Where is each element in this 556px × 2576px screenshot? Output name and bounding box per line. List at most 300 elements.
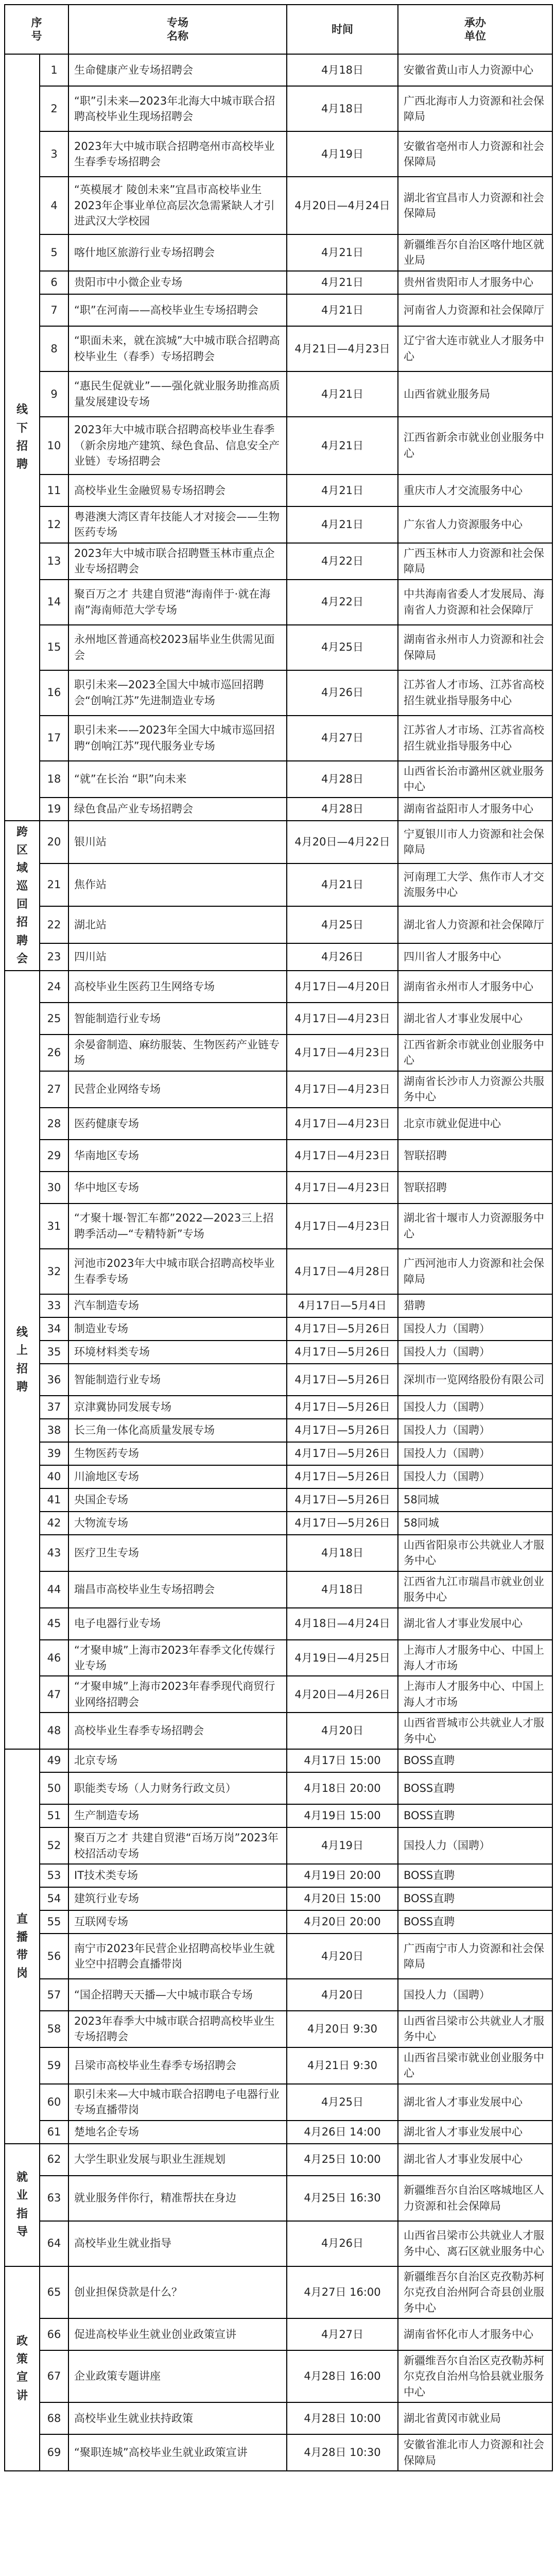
row-number-cell: 56 (40, 1934, 68, 1979)
table-row (5, 326, 552, 371)
time-cell: 4月21日 (287, 506, 398, 543)
fair-name-cell: 华中地区专场 (68, 1172, 287, 1204)
table-row (5, 86, 552, 131)
table-row (5, 1640, 552, 1676)
table-row (5, 1442, 552, 1465)
organizer-cell: 江苏省人才市场、江苏省高校招生就业指导服务中心 (398, 716, 552, 761)
table-row (5, 417, 552, 474)
organizer-cell: 湖北省黄冈市就业局 (398, 2402, 552, 2434)
fair-name-cell: 南宁市2023年民营企业招聘高校毕业生就业空中招聘会直播带岗 (68, 1934, 287, 1979)
organizer-cell: 湖南省永州市人才服务中心 (398, 971, 552, 1003)
row-number-cell: 52 (40, 1827, 68, 1864)
time-cell: 4月18日—4月24日 (287, 1608, 398, 1640)
time-cell: 4月18日 (287, 1571, 398, 1608)
row-number-cell: 29 (40, 1140, 68, 1172)
organizer-cell: 山西省吕梁市公共就业人才服务中心、离石区就业服务中心 (398, 2221, 552, 2266)
fair-name-cell: 2023年大中城市联合招聘亳州市高校毕业生春季专场招聘会 (68, 131, 287, 177)
organizer-cell: 广西河池市人力资源和社会保障局 (398, 1249, 552, 1294)
table-row (5, 1571, 552, 1608)
organizer-cell: 湖北省人力资源和社会保障厅 (398, 906, 552, 944)
table-row (5, 761, 552, 798)
table-row (5, 798, 552, 821)
organizer-cell: 河南省人力资源和社会保障厅 (398, 294, 552, 326)
table-row (5, 371, 552, 417)
row-number-cell: 7 (40, 294, 68, 326)
organizer-cell: 广西玉林市人力资源和社会保障局 (398, 543, 552, 580)
category-cell: 线 下 招 聘 (5, 54, 40, 821)
table-row (5, 177, 552, 234)
table-row (5, 1317, 552, 1341)
time-cell: 4月17日—5月26日 (287, 1396, 398, 1419)
fair-name-cell: 促进高校毕业生就业创业政策宣讲 (68, 2318, 287, 2350)
organizer-cell: 湖北省宜昌市人力资源和社会保障局 (398, 177, 552, 234)
time-cell: 4月21日 (287, 474, 398, 506)
organizer-cell: 湖北省人才事业发展中心 (398, 2121, 552, 2144)
row-number-cell: 12 (40, 506, 68, 543)
job-fair-schedule-table (4, 4, 553, 2471)
row-number-cell: 49 (40, 1749, 68, 1772)
table-row (5, 1465, 552, 1488)
row-number-cell: 32 (40, 1249, 68, 1294)
row-number-cell: 26 (40, 1035, 68, 1071)
row-number-cell: 18 (40, 761, 68, 798)
row-number-cell: 45 (40, 1608, 68, 1640)
organizer-cell: 新疆维吾尔自治区克孜勒苏柯尔克孜自治州乌恰县就业服务中心 (398, 2350, 552, 2402)
row-number-cell: 36 (40, 1364, 68, 1396)
table-row (5, 1772, 552, 1804)
row-number-cell: 37 (40, 1396, 68, 1419)
time-cell: 4月17日—5月26日 (287, 1419, 398, 1442)
organizer-cell: 58同城 (398, 1488, 552, 1512)
organizer-cell: 广东省人力资源服务中心 (398, 506, 552, 543)
fair-name-cell: 央国企专场 (68, 1488, 287, 1512)
time-cell: 4月21日—4月23日 (287, 326, 398, 371)
table-row (5, 1979, 552, 2011)
time-cell: 4月17日—4月28日 (287, 1249, 398, 1294)
table-row (5, 1864, 552, 1887)
organizer-cell: 湖南省长沙市人力资源公共服务中心 (398, 1071, 552, 1108)
time-cell: 4月18日 (287, 86, 398, 131)
fair-name-cell: 楚地名企专场 (68, 2121, 287, 2144)
time-cell: 4月28日 10:00 (287, 2402, 398, 2434)
time-cell: 4月20日—4月22日 (287, 821, 398, 863)
table-body (5, 54, 552, 2471)
time-cell: 4月19日—4月25日 (287, 1640, 398, 1676)
fair-name-cell: 京津冀协同发展专场 (68, 1396, 287, 1419)
organizer-cell: 国投人力（国聘） (398, 1341, 552, 1364)
header-number: 序 号 (5, 5, 68, 54)
table-row (5, 131, 552, 177)
time-cell: 4月25日 16:30 (287, 2176, 398, 2221)
row-number-cell: 50 (40, 1772, 68, 1804)
organizer-cell: BOSS直聘 (398, 1887, 552, 1910)
fair-name-cell: “职面未来，就在滨城”大中城市联合招聘高校毕业生（春季）专场招聘会 (68, 326, 287, 371)
table-row (5, 234, 552, 271)
table-row (5, 1934, 552, 1979)
time-cell: 4月18日 20:00 (287, 1772, 398, 1804)
fair-name-cell: 四川站 (68, 943, 287, 971)
organizer-cell: 河南理工大学、焦作市人才交流服务中心 (398, 863, 552, 906)
organizer-cell: 湖北省人才事业发展中心 (398, 1608, 552, 1640)
row-number-cell: 20 (40, 821, 68, 863)
table-row (5, 1713, 552, 1749)
time-cell: 4月17日—5月26日 (287, 1512, 398, 1535)
fair-name-cell: 湖北站 (68, 906, 287, 944)
time-cell: 4月21日 (287, 271, 398, 294)
row-number-cell: 40 (40, 1465, 68, 1488)
table-row (5, 474, 552, 506)
fair-name-cell: 创业担保贷款是什么？ (68, 2266, 287, 2318)
organizer-cell: BOSS直聘 (398, 1749, 552, 1772)
fair-name-cell: 绿色食品产业专场招聘会 (68, 798, 287, 821)
table-row (5, 625, 552, 670)
organizer-cell: 宁夏银川市人力资源和社会保障局 (398, 821, 552, 863)
organizer-cell: 湖北省人才事业发展中心 (398, 2144, 552, 2176)
row-number-cell: 44 (40, 1571, 68, 1608)
table-row (5, 1396, 552, 1419)
table-row (5, 294, 552, 326)
row-number-cell: 6 (40, 271, 68, 294)
fair-name-cell: 智能制造行业专场 (68, 1364, 287, 1396)
table-header-row (5, 5, 552, 54)
time-cell: 4月17日—4月23日 (287, 1172, 398, 1204)
header-fair-name: 专场 名称 (68, 5, 287, 54)
organizer-cell: 智联招聘 (398, 1140, 552, 1172)
fair-name-cell: 医疗卫生专场 (68, 1535, 287, 1571)
table-row (5, 1910, 552, 1934)
time-cell: 4月25日 (287, 625, 398, 670)
organizer-cell: 广西南宁市人力资源和社会保障局 (398, 1934, 552, 1979)
fair-name-cell: 聚百万之才 共建自贸港“百场万岗”2023年校招活动专场 (68, 1827, 287, 1864)
time-cell: 4月17日—4月23日 (287, 1071, 398, 1108)
fair-name-cell: 企业政策专题讲座 (68, 2350, 287, 2402)
time-cell: 4月28日 (287, 798, 398, 821)
row-number-cell: 51 (40, 1804, 68, 1827)
time-cell: 4月20日 9:30 (287, 2011, 398, 2047)
table-row (5, 906, 552, 944)
fair-name-cell: 贵阳市中小微企业专场 (68, 271, 287, 294)
fair-name-cell: 大学生职业发展与职业生涯规划 (68, 2144, 287, 2176)
row-number-cell: 42 (40, 1512, 68, 1535)
category-cell: 政 策 宣 讲 (5, 2266, 40, 2471)
fair-name-cell: IT技术类专场 (68, 1864, 287, 1887)
table-row (5, 1512, 552, 1535)
organizer-cell: 新疆维吾尔自治区克孜勒苏柯尔克孜自治州阿合奇县创业服务中心 (398, 2266, 552, 2318)
row-number-cell: 10 (40, 417, 68, 474)
header-organizer: 承办 单位 (398, 5, 552, 54)
fair-name-cell: 华南地区专场 (68, 1140, 287, 1172)
row-number-cell: 69 (40, 2434, 68, 2471)
fair-name-cell: 银川站 (68, 821, 287, 863)
organizer-cell: BOSS直聘 (398, 1910, 552, 1934)
row-number-cell: 16 (40, 670, 68, 716)
organizer-cell: 山西省吕梁市公共就业人才服务中心 (398, 2011, 552, 2047)
row-number-cell: 25 (40, 1003, 68, 1035)
organizer-cell: 湖北省人才事业发展中心 (398, 1003, 552, 1035)
table-row (5, 1749, 552, 1772)
table-row (5, 2221, 552, 2266)
organizer-cell: 江苏省人才市场、江苏省高校招生就业指导服务中心 (398, 670, 552, 716)
organizer-cell: 重庆市人才交流服务中心 (398, 474, 552, 506)
table-row (5, 580, 552, 625)
row-number-cell: 54 (40, 1887, 68, 1910)
row-number-cell: 34 (40, 1317, 68, 1341)
row-number-cell: 5 (40, 234, 68, 271)
row-number-cell: 43 (40, 1535, 68, 1571)
time-cell: 4月19日 20:00 (287, 1864, 398, 1887)
organizer-cell: 国投人力（国聘） (398, 1827, 552, 1864)
fair-name-cell: 生命健康产业专场招聘会 (68, 54, 287, 86)
table-row (5, 1887, 552, 1910)
table-row (5, 1419, 552, 1442)
row-number-cell: 66 (40, 2318, 68, 2350)
table-row (5, 2402, 552, 2434)
time-cell: 4月20日 (287, 1713, 398, 1749)
fair-name-cell: 民营企业网络专场 (68, 1071, 287, 1108)
table-row (5, 821, 552, 863)
organizer-cell: 江西省九江市瑞昌市就业创业服务中心 (398, 1571, 552, 1608)
row-number-cell: 14 (40, 580, 68, 625)
fair-name-cell: 川渝地区专场 (68, 1465, 287, 1488)
time-cell: 4月17日—5月4日 (287, 1294, 398, 1317)
organizer-cell: 深圳市一览网络股份有限公司 (398, 1364, 552, 1396)
organizer-cell: 山西省晋城市公共就业人才服务中心 (398, 1713, 552, 1749)
organizer-cell: 国投人力（国聘） (398, 1465, 552, 1488)
table-row (5, 1341, 552, 1364)
category-cell: 跨 区 域 巡 回 招 聘 会 (5, 821, 40, 971)
time-cell: 4月20日 (287, 1934, 398, 1979)
row-number-cell: 31 (40, 1204, 68, 1249)
time-cell: 4月19日 15:00 (287, 1804, 398, 1827)
row-number-cell: 22 (40, 906, 68, 944)
fair-name-cell: 职引未来——2023年全国大中城市巡回招聘“创响江苏”现代服务业专场 (68, 716, 287, 761)
fair-name-cell: “惠民生促就业”——强化就业服务助推高质量发展建设专场 (68, 371, 287, 417)
organizer-cell: 国投人力（国聘） (398, 1419, 552, 1442)
organizer-cell: 湖南省益阳市人才服务中心 (398, 798, 552, 821)
row-number-cell: 64 (40, 2221, 68, 2266)
table-row (5, 1294, 552, 1317)
time-cell: 4月17日—5月26日 (287, 1465, 398, 1488)
row-number-cell: 67 (40, 2350, 68, 2402)
fair-name-cell: “国企招聘天天播—大中城市联合专场 (68, 1979, 287, 2011)
time-cell: 4月28日 10:30 (287, 2434, 398, 2471)
organizer-cell: 国投人力（国聘） (398, 1979, 552, 2011)
time-cell: 4月27日 (287, 2318, 398, 2350)
fair-name-cell: 吕梁市高校毕业生春季专场招聘会 (68, 2047, 287, 2084)
fair-name-cell: 2023年春季大中城市联合招聘高校毕业生专场招聘会 (68, 2011, 287, 2047)
organizer-cell: 上海市人才服务中心、中国上海人才市场 (398, 1676, 552, 1713)
organizer-cell: BOSS直聘 (398, 1804, 552, 1827)
fair-name-cell: 聚百万之才 共建自贸港“海南伴于·就在海南”海南师范大学专场 (68, 580, 287, 625)
table-row (5, 1172, 552, 1204)
organizer-cell: 湖北省人才事业发展中心 (398, 2084, 552, 2121)
time-cell: 4月21日 (287, 371, 398, 417)
fair-name-cell: 生产制造专场 (68, 1804, 287, 1827)
organizer-cell: 湖南省永州市人力资源和社会保障局 (398, 625, 552, 670)
time-cell: 4月17日—5月26日 (287, 1341, 398, 1364)
row-number-cell: 30 (40, 1172, 68, 1204)
time-cell: 4月20日 20:00 (287, 1910, 398, 1934)
fair-name-cell: 长三角一体化高质量发展专场 (68, 1419, 287, 1442)
table-row (5, 1204, 552, 1249)
row-number-cell: 15 (40, 625, 68, 670)
fair-name-cell: 2023年大中城市联合招聘暨玉林市重点企业专场招聘会 (68, 543, 287, 580)
table-row (5, 1071, 552, 1108)
fair-name-cell: 互联网专场 (68, 1910, 287, 1934)
table-row (5, 943, 552, 971)
row-number-cell: 23 (40, 943, 68, 971)
time-cell: 4月21日 (287, 234, 398, 271)
table-row (5, 971, 552, 1003)
fair-name-cell: 永州地区普通高校2023届毕业生供需见面会 (68, 625, 287, 670)
fair-name-cell: 大物流专场 (68, 1512, 287, 1535)
organizer-cell: 山西省就业服务局 (398, 371, 552, 417)
row-number-cell: 62 (40, 2144, 68, 2176)
row-number-cell: 47 (40, 1676, 68, 1713)
time-cell: 4月22日 (287, 543, 398, 580)
row-number-cell: 48 (40, 1713, 68, 1749)
table-row (5, 863, 552, 906)
fair-name-cell: “职”在河南——高校毕业生专场招聘会 (68, 294, 287, 326)
time-cell: 4月18日 (287, 1535, 398, 1571)
organizer-cell: 猎聘 (398, 1294, 552, 1317)
table-row (5, 1140, 552, 1172)
table-row (5, 54, 552, 86)
row-number-cell: 3 (40, 131, 68, 177)
fair-name-cell: 高校毕业生就业扶持政策 (68, 2402, 287, 2434)
time-cell: 4月22日 (287, 580, 398, 625)
row-number-cell: 24 (40, 971, 68, 1003)
row-number-cell: 11 (40, 474, 68, 506)
table-row (5, 2266, 552, 2318)
time-cell: 4月19日 (287, 131, 398, 177)
time-cell: 4月20日—4月24日 (287, 177, 398, 234)
organizer-cell: 国投人力（国聘） (398, 1396, 552, 1419)
row-number-cell: 4 (40, 177, 68, 234)
fair-name-cell: 2023年大中城市联合招聘高校毕业生春季（新余房地产建筑、绿色食品、信息安全产业链）专场招聘会 (68, 417, 287, 474)
row-number-cell: 59 (40, 2047, 68, 2084)
organizer-cell: 江西省新余市就业创业服务中心 (398, 1035, 552, 1071)
fair-name-cell: 汽车制造专场 (68, 1294, 287, 1317)
header-time: 时间 (287, 5, 398, 54)
organizer-cell: 新疆维吾尔自治区喀什地区就业局 (398, 234, 552, 271)
fair-name-cell: 河池市2023年大中城市联合招聘高校毕业生春季专场 (68, 1249, 287, 1294)
time-cell: 4月17日—4月23日 (287, 1003, 398, 1035)
time-cell: 4月26日 14:00 (287, 2121, 398, 2144)
fair-name-cell: 喀什地区旅游行业专场招聘会 (68, 234, 287, 271)
fair-name-cell: 职能类专场（人力财务行政文员） (68, 1772, 287, 1804)
organizer-cell: 中共海南省委人才发展局、海南省人力资源和社会保障厅 (398, 580, 552, 625)
fair-name-cell: 高校毕业生医药卫生网络专场 (68, 971, 287, 1003)
row-number-cell: 9 (40, 371, 68, 417)
time-cell: 4月17日—5月26日 (287, 1317, 398, 1341)
table-row (5, 2318, 552, 2350)
table-row (5, 506, 552, 543)
table-row (5, 2350, 552, 2402)
table-row (5, 1535, 552, 1571)
fair-name-cell: 余晏畲制造、麻纺服装、生物医药产业链专场 (68, 1035, 287, 1071)
fair-name-cell: “英模展才 陵创未来”宜昌市高校毕业生2023年企事业单位高层次急需紧缺人才引进武汉大学校园 (68, 177, 287, 234)
time-cell: 4月21日 (287, 417, 398, 474)
table-row (5, 1827, 552, 1864)
table-row (5, 2121, 552, 2144)
row-number-cell: 21 (40, 863, 68, 906)
time-cell: 4月25日 (287, 906, 398, 944)
time-cell: 4月27日 (287, 716, 398, 761)
organizer-cell: 北京市就业促进中心 (398, 1108, 552, 1140)
fair-name-cell: 电子电器行业专场 (68, 1608, 287, 1640)
table-row (5, 1035, 552, 1071)
time-cell: 4月17日—4月23日 (287, 1108, 398, 1140)
time-cell: 4月26日 (287, 943, 398, 971)
fair-name-cell: 粤港澳大湾区青年技能人才对接会——生物医药专场 (68, 506, 287, 543)
fair-name-cell: “才聚申城”上海市2023年春季现代商贸行业网络招聘会 (68, 1676, 287, 1713)
time-cell: 4月28日 (287, 761, 398, 798)
row-number-cell: 41 (40, 1488, 68, 1512)
time-cell: 4月21日 (287, 863, 398, 906)
organizer-cell: 安徽省黄山市人力资源中心 (398, 54, 552, 86)
organizer-cell: 国投人力（国聘） (398, 1317, 552, 1341)
row-number-cell: 19 (40, 798, 68, 821)
organizer-cell: BOSS直聘 (398, 1772, 552, 1804)
table-row (5, 1364, 552, 1396)
table-row (5, 2434, 552, 2471)
time-cell: 4月17日—4月23日 (287, 1204, 398, 1249)
organizer-cell: 上海市人才服务中心、中国上海人才市场 (398, 1640, 552, 1676)
category-cell: 直 播 带 岗 (5, 1749, 40, 2144)
table-row (5, 1108, 552, 1140)
fair-name-cell: 高校毕业生金融贸易专场招聘会 (68, 474, 287, 506)
row-number-cell: 63 (40, 2176, 68, 2221)
time-cell: 4月20日 15:00 (287, 1887, 398, 1910)
fair-name-cell: 制造业专场 (68, 1317, 287, 1341)
fair-name-cell: 建筑行业专场 (68, 1887, 287, 1910)
row-number-cell: 46 (40, 1640, 68, 1676)
time-cell: 4月21日 (287, 294, 398, 326)
table-row (5, 2011, 552, 2047)
row-number-cell: 35 (40, 1341, 68, 1364)
row-number-cell: 33 (40, 1294, 68, 1317)
row-number-cell: 8 (40, 326, 68, 371)
time-cell: 4月17日—4月20日 (287, 971, 398, 1003)
table-row (5, 2144, 552, 2176)
table-row (5, 670, 552, 716)
time-cell: 4月25日 10:00 (287, 2144, 398, 2176)
table-row (5, 1249, 552, 1294)
row-number-cell: 38 (40, 1419, 68, 1442)
table-row (5, 1804, 552, 1827)
row-number-cell: 27 (40, 1071, 68, 1108)
time-cell: 4月17日—5月26日 (287, 1364, 398, 1396)
fair-name-cell: “才聚申城”上海市2023年春季文化传媒行业专场 (68, 1640, 287, 1676)
fair-name-cell: 高校毕业生就业指导 (68, 2221, 287, 2266)
organizer-cell: 四川省人才服务中心 (398, 943, 552, 971)
time-cell: 4月18日 (287, 54, 398, 86)
time-cell: 4月17日—5月26日 (287, 1488, 398, 1512)
organizer-cell: 智联招聘 (398, 1172, 552, 1204)
fair-name-cell: 医药健康专场 (68, 1108, 287, 1140)
table-row (5, 2084, 552, 2121)
time-cell: 4月28日 16:00 (287, 2350, 398, 2402)
row-number-cell: 53 (40, 1864, 68, 1887)
fair-name-cell: 北京专场 (68, 1749, 287, 1772)
fair-name-cell: 生物医药专场 (68, 1442, 287, 1465)
table-row (5, 271, 552, 294)
organizer-cell: BOSS直聘 (398, 1864, 552, 1887)
category-cell: 线 上 招 聘 (5, 971, 40, 1749)
row-number-cell: 60 (40, 2084, 68, 2121)
fair-name-cell: 高校毕业生春季专场招聘会 (68, 1713, 287, 1749)
